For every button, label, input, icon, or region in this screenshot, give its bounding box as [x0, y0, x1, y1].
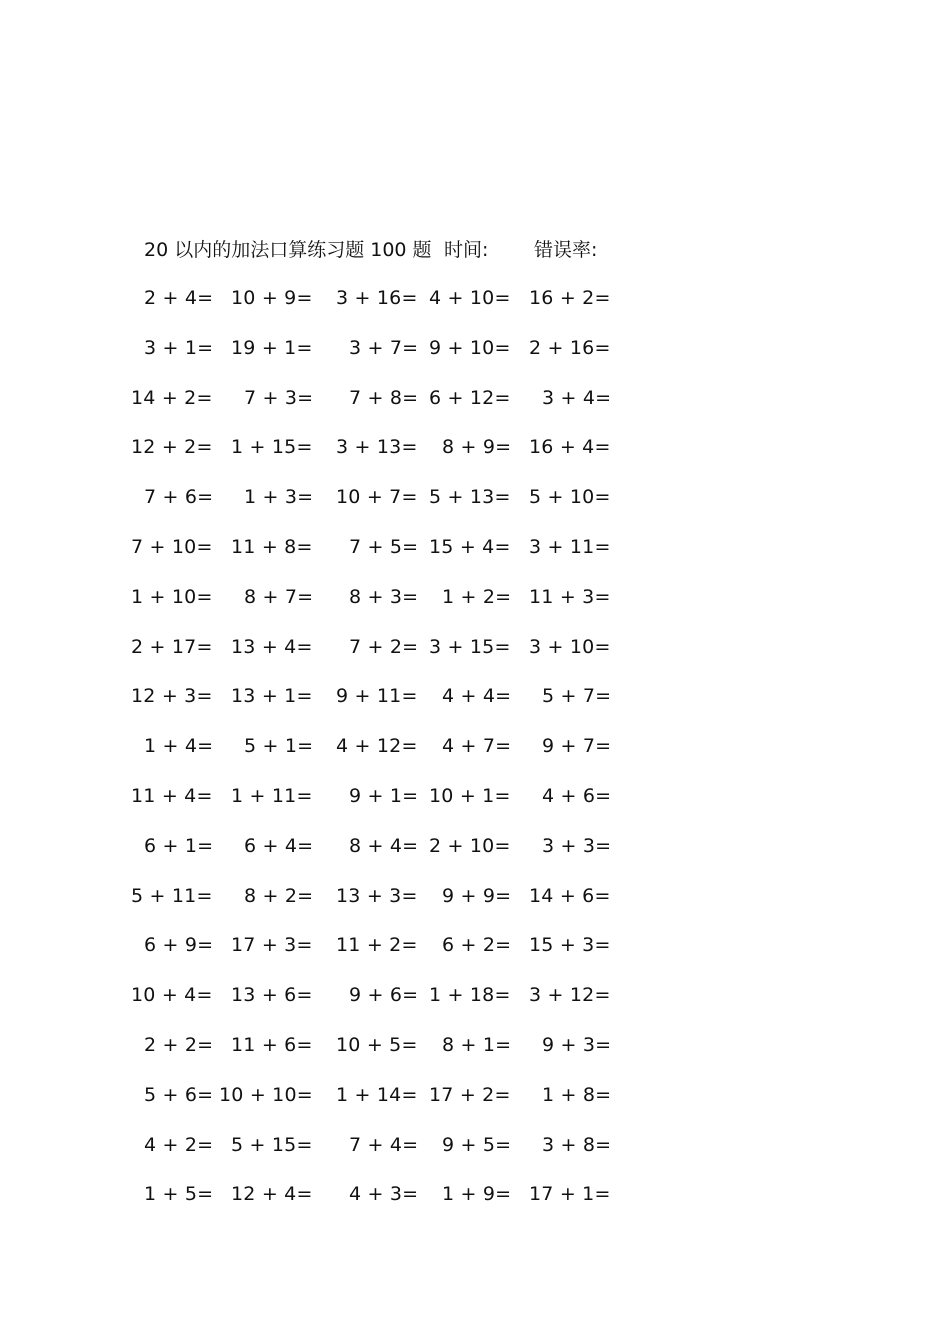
problem-item: 12 + 3=: [131, 685, 213, 708]
problem-item: 11 + 8=: [231, 536, 313, 558]
problem-item: 3 + 12=: [529, 984, 611, 1007]
problem-item: 19 + 1=: [231, 336, 313, 359]
problem-item: 1 + 14=: [336, 1083, 418, 1106]
problem-item: 3 + 10=: [529, 635, 611, 658]
problem-item: 6 + 9=: [144, 934, 214, 957]
problem-item: 1 + 18=: [429, 984, 511, 1007]
problem-item: 1 + 15=: [231, 436, 313, 459]
problem-item: 5 + 11=: [131, 884, 213, 907]
problem-item: 12 + 2=: [131, 436, 213, 459]
problem-item: 6 + 4=: [244, 834, 314, 857]
error-rate-label: 错误率:: [534, 239, 598, 261]
problem-item: 3 + 11=: [529, 536, 611, 558]
problem-item: 8 + 9=: [442, 436, 512, 459]
problem-item: 8 + 2=: [244, 884, 314, 907]
problem-item: 6 + 1=: [144, 834, 214, 857]
problem-item: 9 + 1=: [349, 785, 419, 807]
problem-item: 7 + 2=: [349, 635, 419, 658]
problem-item: 11 + 4=: [131, 785, 213, 807]
problem-item: 9 + 5=: [442, 1133, 512, 1156]
problem-item: 10 + 4=: [131, 984, 213, 1007]
problem-item: 7 + 8=: [349, 386, 419, 409]
problem-item: 16 + 4=: [529, 436, 611, 459]
time-label: 时间:: [444, 239, 489, 261]
problem-item: 9 + 9=: [442, 884, 512, 907]
problem-item: 5 + 13=: [429, 486, 511, 509]
problem-item: 5 + 1=: [244, 735, 314, 758]
problem-item: 8 + 1=: [442, 1034, 512, 1056]
problem-item: 3 + 8=: [542, 1133, 612, 1156]
problem-item: 4 + 2=: [144, 1133, 214, 1156]
problem-item: 9 + 11=: [336, 685, 418, 708]
problem-item: 2 + 17=: [131, 635, 213, 658]
problem-item: 8 + 7=: [244, 585, 314, 608]
problem-item: 1 + 9=: [442, 1183, 512, 1206]
problem-item: 1 + 11=: [231, 785, 313, 807]
problem-item: 3 + 16=: [336, 287, 418, 309]
problem-item: 4 + 4=: [442, 685, 512, 708]
problem-item: 10 + 7=: [336, 486, 418, 509]
problem-item: 4 + 12=: [336, 735, 418, 758]
problem-item: 2 + 2=: [144, 1034, 214, 1056]
problem-item: 11 + 2=: [336, 934, 418, 957]
problem-item: 12 + 4=: [231, 1183, 313, 1206]
problem-item: 2 + 4=: [144, 287, 214, 309]
problem-item: 14 + 2=: [131, 386, 213, 409]
problem-item: 8 + 4=: [349, 834, 419, 857]
problem-item: 3 + 1=: [144, 336, 214, 359]
problem-item: 15 + 4=: [429, 536, 511, 558]
problem-item: 2 + 16=: [529, 336, 611, 359]
problem-item: 4 + 3=: [349, 1183, 419, 1206]
problem-item: 3 + 4=: [542, 386, 612, 409]
problem-item: 10 + 10=: [219, 1083, 313, 1106]
problem-item: 7 + 10=: [131, 536, 213, 558]
problem-item: 1 + 2=: [442, 585, 512, 608]
problem-item: 11 + 6=: [231, 1034, 313, 1056]
problem-item: 3 + 13=: [336, 436, 418, 459]
problem-item: 17 + 2=: [429, 1083, 511, 1106]
problem-item: 9 + 3=: [542, 1034, 612, 1056]
problem-item: 5 + 6=: [144, 1083, 214, 1106]
problem-item: 13 + 4=: [231, 635, 313, 658]
problem-item: 5 + 15=: [231, 1133, 313, 1156]
problem-item: 13 + 3=: [336, 884, 418, 907]
problem-item: 7 + 6=: [144, 486, 214, 509]
problem-item: 5 + 7=: [542, 685, 612, 708]
problem-item: 5 + 10=: [529, 486, 611, 509]
problem-item: 13 + 1=: [231, 685, 313, 708]
problem-item: 17 + 1=: [529, 1183, 611, 1206]
problem-item: 6 + 12=: [429, 386, 511, 409]
problem-item: 1 + 10=: [131, 585, 213, 608]
problem-item: 10 + 1=: [429, 785, 511, 807]
problem-item: 14 + 6=: [529, 884, 611, 907]
problem-item: 3 + 15=: [429, 635, 511, 658]
problem-item: 7 + 5=: [349, 536, 419, 558]
problem-item: 3 + 7=: [349, 336, 419, 359]
problem-item: 9 + 10=: [429, 336, 511, 359]
problem-item: 6 + 2=: [442, 934, 512, 957]
problem-item: 1 + 8=: [542, 1083, 612, 1106]
problem-item: 4 + 10=: [429, 287, 511, 309]
problem-item: 1 + 4=: [144, 735, 214, 758]
problem-item: 4 + 7=: [442, 735, 512, 758]
problem-item: 10 + 9=: [231, 287, 313, 309]
problem-item: 16 + 2=: [529, 287, 611, 309]
problem-item: 2 + 10=: [429, 834, 511, 857]
problem-item: 7 + 3=: [244, 386, 314, 409]
problem-item: 9 + 6=: [349, 984, 419, 1007]
problem-item: 9 + 7=: [542, 735, 612, 758]
problem-item: 3 + 3=: [542, 834, 612, 857]
problem-item: 7 + 4=: [349, 1133, 419, 1156]
worksheet-title: 20 以内的加法口算练习题 100 题: [144, 239, 432, 261]
problem-item: 4 + 6=: [542, 785, 612, 807]
problem-item: 15 + 3=: [529, 934, 611, 957]
problem-item: 8 + 3=: [349, 585, 419, 608]
problem-item: 11 + 3=: [529, 585, 611, 608]
problem-item: 1 + 3=: [244, 486, 314, 509]
problem-item: 1 + 5=: [144, 1183, 214, 1206]
problem-item: 13 + 6=: [231, 984, 313, 1007]
problem-item: 10 + 5=: [336, 1034, 418, 1056]
problem-item: 17 + 3=: [231, 934, 313, 957]
